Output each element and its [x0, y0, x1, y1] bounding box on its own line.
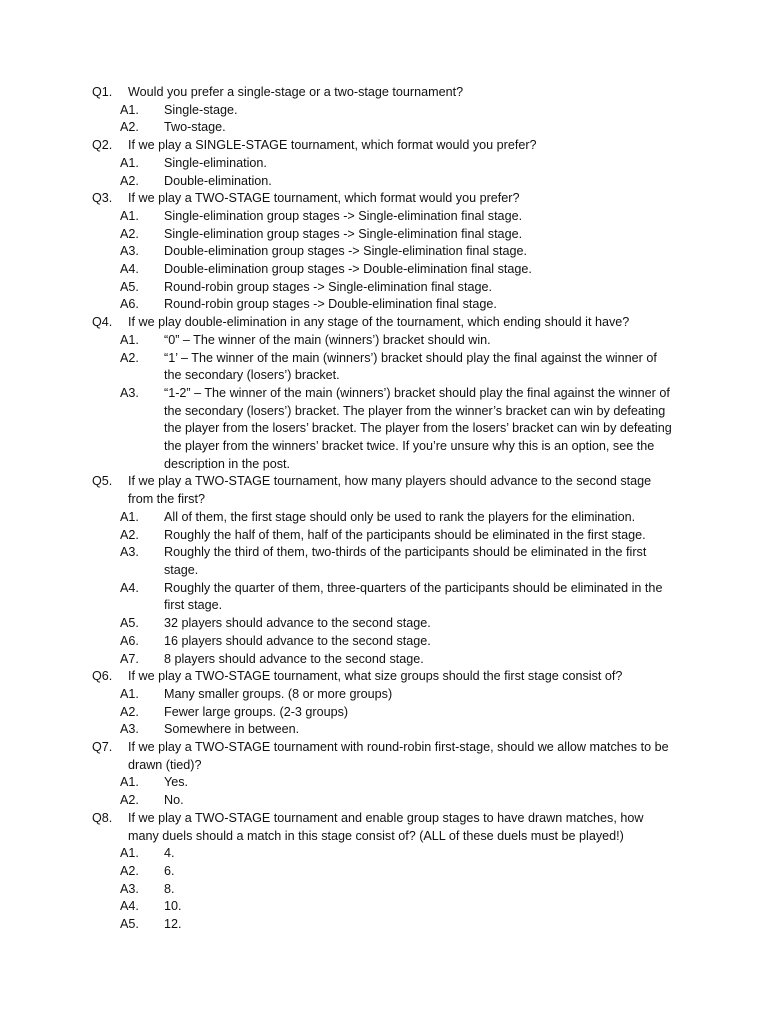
answer-text: Double-elimination group stages -> Single-elimination final stage.	[164, 244, 527, 259]
answer-number: A1.	[120, 775, 139, 790]
answer-text: Roughly the half of them, half of the participants should be eliminated in the first stage.	[164, 527, 646, 542]
answer-number: A6.	[120, 633, 139, 648]
answer-text: Round-robin group stages -> Single-elimination final stage.	[164, 279, 492, 294]
answer-text: “0” – The winner of the main (winners’) bracket should win.	[164, 332, 491, 347]
answer-number: A2.	[120, 226, 139, 241]
answer-option	[0, 102, 768, 120]
answer-text: “1-2” – The winner of the main (winners’) bracket should play the final against the winner of the secondary (losers’) bracket. The player from the winner’s bracket can win by defeating the player from the losers’ bracket. The player from the losers’ bracket can win by defeating the player from the winners’ bracket twice. If you’re unsure why this is an option, see the description in the post.	[164, 385, 672, 471]
question-text: If we play a TWO-STAGE tournament, how many players should advance to the second stage from the first?	[128, 474, 652, 507]
answer-option	[0, 332, 768, 350]
answer-option	[0, 916, 768, 934]
question-text: Would you prefer a single-stage or a two-stage tournament?	[128, 85, 464, 99]
question-text: If we play a TWO-STAGE tournament, which format would you prefer?	[128, 191, 520, 206]
answer-text: 4.	[164, 846, 175, 861]
question-number: Q4.	[92, 315, 113, 330]
answer-number: A4.	[120, 580, 139, 595]
answer-text: 16 players should advance to the second stage.	[164, 633, 431, 648]
answer-text: Double-elimination group stages -> Double-elimination final stage.	[164, 262, 532, 277]
answer-number: A2.	[120, 120, 139, 135]
answer-text: Single-elimination group stages -> Single-elimination final stage.	[164, 226, 523, 241]
question-number: Q3.	[92, 191, 113, 206]
answer-text: No.	[164, 793, 184, 808]
question-1	[0, 84, 768, 102]
answer-number: A1.	[120, 509, 139, 524]
answer-option	[0, 615, 768, 633]
answer-number: A4.	[120, 899, 139, 914]
answer-number: A2.	[120, 350, 139, 365]
question-text: If we play a SINGLE-STAGE tournament, which format would you prefer?	[128, 138, 537, 153]
answer-option	[0, 527, 768, 545]
answer-number: A6.	[120, 297, 139, 312]
answer-option	[0, 279, 768, 297]
answer-option	[0, 721, 768, 739]
answer-number: A1.	[120, 686, 139, 701]
answer-number: A5.	[120, 917, 139, 932]
answer-number: A1.	[120, 846, 139, 861]
question-text: If we play a TWO-STAGE tournament and enable group stages to have drawn matches, how many duels should a match in this stage consist of? (ALL of these duels must be played!)	[128, 810, 644, 843]
question-number: Q7.	[92, 740, 113, 755]
question-4	[0, 314, 768, 332]
answer-option	[0, 243, 768, 261]
answer-number: A3.	[120, 881, 139, 896]
question-number: Q6.	[92, 669, 113, 684]
answer-text: Round-robin group stages -> Double-elimination final stage.	[164, 297, 497, 312]
answer-option	[0, 863, 768, 881]
answer-number: A5.	[120, 616, 139, 631]
answer-option	[0, 208, 768, 226]
answer-number: A7.	[120, 651, 139, 666]
answer-option	[0, 580, 768, 615]
answer-option	[0, 155, 768, 173]
answer-option	[0, 704, 768, 722]
answer-text: 8.	[164, 881, 175, 896]
answer-option	[0, 774, 768, 792]
answer-number: A1.	[120, 208, 139, 223]
answer-option	[0, 792, 768, 810]
answer-option	[0, 173, 768, 191]
answer-option	[0, 226, 768, 244]
answer-text: Many smaller groups. (8 or more groups)	[164, 686, 393, 701]
question-7	[0, 739, 768, 774]
answer-text: Single-elimination.	[164, 155, 267, 170]
answer-text: All of them, the first stage should only be used to rank the players for the elimination.	[164, 509, 636, 524]
question-text: If we play a TWO-STAGE tournament with round-robin first-stage, should we allow matches to be drawn (tied)?	[128, 740, 669, 772]
answer-option	[0, 633, 768, 651]
survey-document	[0, 84, 768, 934]
answer-text: 8 players should advance to the second stage.	[164, 651, 424, 666]
question-number: Q1.	[92, 85, 113, 99]
question-text: If we play double-elimination in any stage of the tournament, which ending should it have?	[128, 315, 630, 330]
answer-option	[0, 296, 768, 314]
answer-number: A2.	[120, 527, 139, 542]
answer-text: Roughly the third of them, two-thirds of the participants should be eliminated in the first stage.	[164, 545, 647, 577]
answer-text: Fewer large groups. (2-3 groups)	[164, 704, 349, 719]
answer-number: A4.	[120, 262, 139, 277]
answer-option	[0, 845, 768, 863]
question-5	[0, 473, 768, 508]
answer-option	[0, 881, 768, 899]
answer-text: 10.	[164, 899, 182, 914]
answer-number: A3.	[120, 722, 139, 737]
answer-text: Somewhere in between.	[164, 722, 300, 737]
answer-text: Roughly the quarter of them, three-quarters of the participants should be eliminated in the first stage.	[164, 580, 663, 613]
answer-number: A3.	[120, 545, 139, 560]
question-6	[0, 668, 768, 686]
answer-option	[0, 898, 768, 916]
question-number: Q8.	[92, 810, 113, 825]
question-8	[0, 810, 768, 845]
answer-text: “1’ – The winner of the main (winners’) bracket should play the final against the winner of the secondary (losers’) bracket.	[164, 350, 657, 383]
answer-text: Yes.	[164, 775, 189, 790]
answer-text: 6.	[164, 863, 175, 878]
answer-text: Single-elimination group stages -> Single-elimination final stage.	[164, 208, 523, 223]
answer-option	[0, 544, 768, 579]
question-2	[0, 137, 768, 155]
question-3	[0, 190, 768, 208]
question-number: Q5.	[92, 474, 113, 489]
answer-text: Two-stage.	[164, 120, 226, 135]
answer-number: A5.	[120, 279, 139, 294]
answer-option	[0, 651, 768, 669]
answer-number: A3.	[120, 385, 139, 400]
answer-number: A3.	[120, 244, 139, 259]
question-text: If we play a TWO-STAGE tournament, what size groups should the first stage consist of?	[128, 669, 623, 684]
answer-text: Single-stage.	[164, 102, 238, 117]
answer-number: A1.	[120, 332, 139, 347]
answer-option	[0, 686, 768, 704]
answer-number: A1.	[120, 102, 139, 117]
answer-option	[0, 350, 768, 385]
answer-option	[0, 119, 768, 137]
answer-option	[0, 385, 768, 474]
question-number: Q2.	[92, 138, 113, 153]
answer-text: 32 players should advance to the second stage.	[164, 616, 431, 631]
answer-number: A2.	[120, 793, 139, 808]
answer-number: A1.	[120, 155, 139, 170]
answer-number: A2.	[120, 863, 139, 878]
answer-number: A2.	[120, 173, 139, 188]
answer-text: 12.	[164, 917, 182, 932]
answer-option	[0, 261, 768, 279]
answer-number: A2.	[120, 704, 139, 719]
answer-option	[0, 509, 768, 527]
answer-text: Double-elimination.	[164, 173, 272, 188]
